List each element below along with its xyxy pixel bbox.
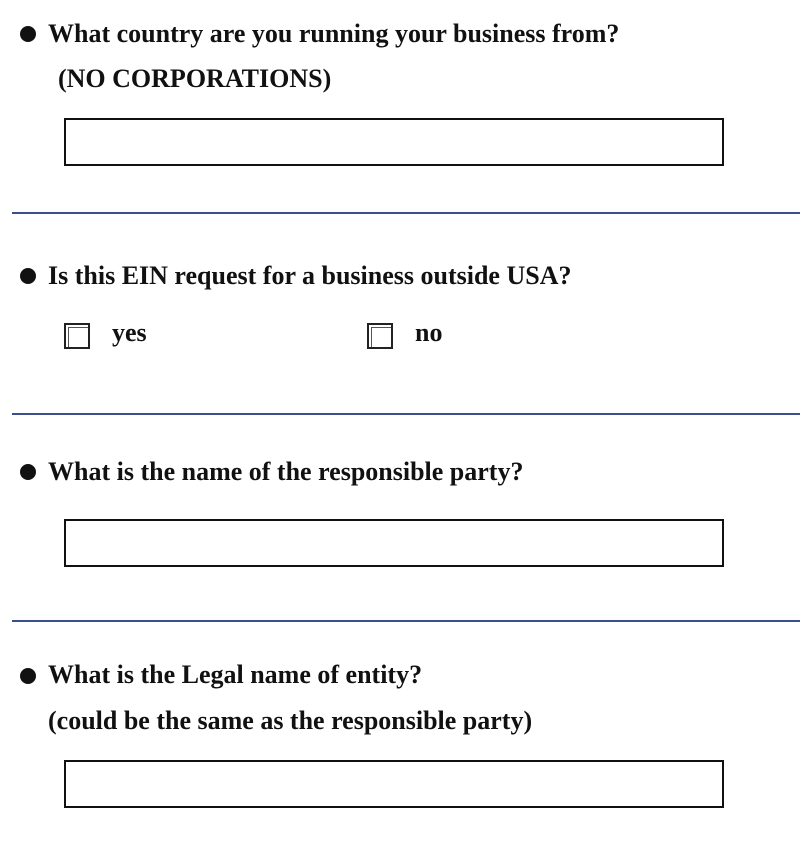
question-legal-name-note: (could be the same as the responsible party) xyxy=(48,706,533,735)
bullet-icon xyxy=(20,268,36,284)
responsible-party-input[interactable] xyxy=(64,519,724,567)
question-country-note: (NO CORPORATIONS) xyxy=(58,64,332,93)
question-outside-usa-label: Is this EIN request for a business outside USA? xyxy=(48,261,572,290)
section-divider xyxy=(12,212,800,214)
bullet-icon xyxy=(20,464,36,480)
legal-name-input[interactable] xyxy=(64,760,724,808)
question-responsible-party-label: What is the name of the responsible party? xyxy=(48,457,524,486)
country-input[interactable] xyxy=(64,118,724,166)
section-divider xyxy=(12,620,800,622)
bullet-icon xyxy=(20,26,36,42)
question-country-label: What country are you running your business from? xyxy=(48,19,620,48)
yes-option-label: yes xyxy=(112,318,147,347)
no-option-label: no xyxy=(415,318,443,347)
section-divider xyxy=(12,413,800,415)
yes-checkbox[interactable] xyxy=(64,323,90,349)
no-checkbox[interactable] xyxy=(367,323,393,349)
bullet-icon xyxy=(20,668,36,684)
question-legal-name-label: What is the Legal name of entity? xyxy=(48,660,423,689)
